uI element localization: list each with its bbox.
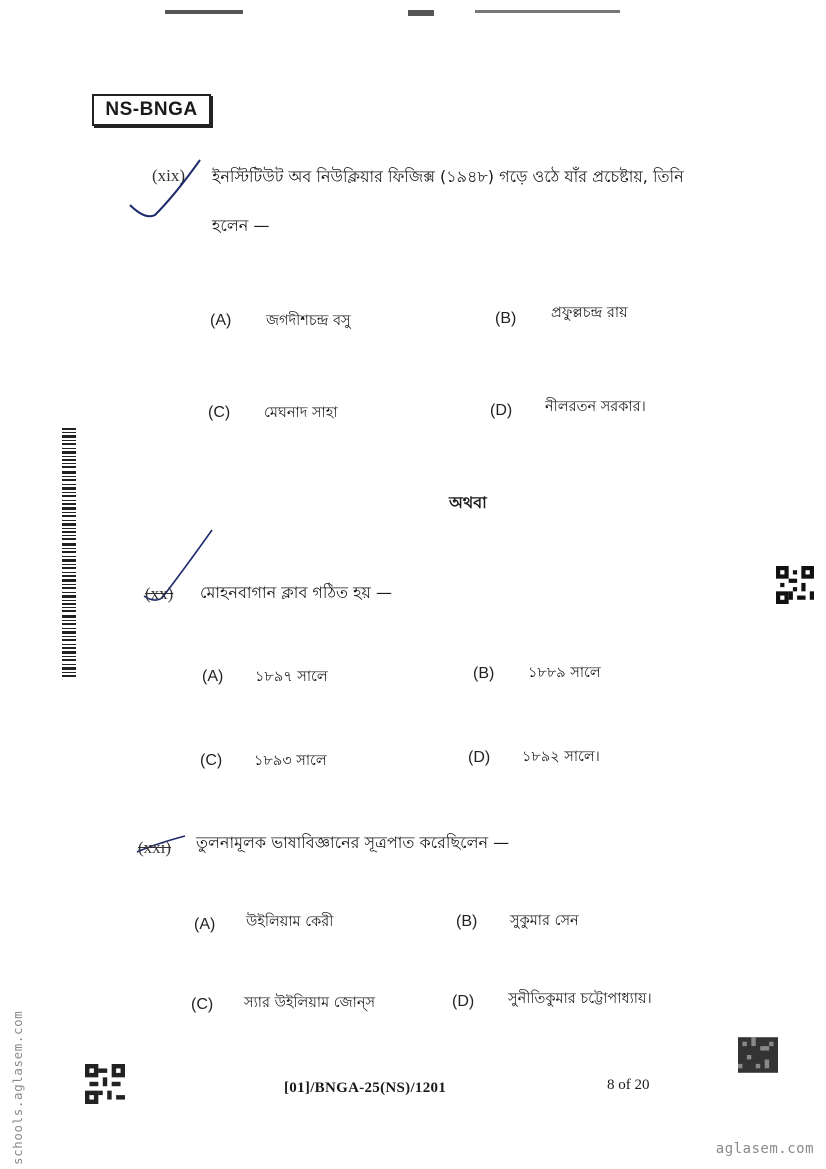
option-letter: (B) xyxy=(495,310,517,327)
qr-code-icon xyxy=(776,566,814,604)
question-number: (xxi) xyxy=(138,838,172,857)
option-letter: (D) xyxy=(452,993,475,1010)
option-text: স্যার উইলিয়াম জোন্‌স xyxy=(244,995,376,1011)
option-text: সুনীতিকুমার চট্টোপাধ্যায়। xyxy=(508,991,652,1007)
option-text: জগদীশচন্দ্র বসু xyxy=(266,313,351,329)
qr-code-icon xyxy=(738,1037,778,1073)
option-text: ১৮৯৭ সালে xyxy=(255,669,328,685)
side-watermark: schools.aglasem.com xyxy=(10,1010,25,1165)
qr-code-icon xyxy=(84,1064,126,1104)
barcode-icon xyxy=(62,428,76,678)
corner-watermark: aglasem.com xyxy=(715,1141,814,1157)
question-text: মোহনবাগান ক্লাব গঠিত হয় — xyxy=(200,583,393,602)
option-letter: (B) xyxy=(473,665,495,682)
option-letter: (D) xyxy=(468,749,491,766)
option-letter: (C) xyxy=(208,404,231,421)
scan-artifact xyxy=(475,10,620,13)
or-label: অথবা xyxy=(449,493,487,512)
scan-artifact xyxy=(408,10,434,16)
option-text: ১৮৮৯ সালে xyxy=(528,665,601,681)
option-letter: (A) xyxy=(210,312,232,329)
option-letter: (A) xyxy=(194,916,216,933)
option-letter: (C) xyxy=(200,752,223,769)
option-text: নীলরতন সরকার। xyxy=(545,399,646,415)
question-text-cont: হলেন — xyxy=(212,216,270,235)
option-letter: (C) xyxy=(191,996,214,1013)
option-text: প্রফুল্লচন্দ্র রায় xyxy=(551,305,628,321)
option-text: উইলিয়াম কেরী xyxy=(246,914,334,930)
question-text: ইনস্টিটিউট অব নিউক্লিয়ার ফিজিক্স (১৯৪৮) গড়ে ওঠে যাঁর প্রচেষ্টায়, তিনি xyxy=(212,167,684,186)
question-number: (xix) xyxy=(152,166,186,185)
option-letter: (A) xyxy=(202,668,224,685)
option-text: মেঘনাদ সাহা xyxy=(264,405,338,421)
footer-paper-code: [01]/BNGA-25(NS)/1201 xyxy=(284,1080,447,1096)
option-text: ১৮৯২ সালে। xyxy=(522,749,600,765)
question-number: (xx) xyxy=(145,584,174,603)
question-text: তুলনামূলক ভাষাবিজ্ঞানের সূত্রপাত করেছিলেন — xyxy=(196,833,510,852)
paper-code-box: NS-BNGA xyxy=(92,94,211,126)
option-letter: (D) xyxy=(490,402,513,419)
scan-artifact xyxy=(165,10,243,14)
option-text: ১৮৯৩ সালে xyxy=(254,753,327,769)
page-number: 8 of 20 xyxy=(607,1077,650,1093)
option-letter: (B) xyxy=(456,913,478,930)
option-text: সুকুমার সেন xyxy=(510,913,579,929)
